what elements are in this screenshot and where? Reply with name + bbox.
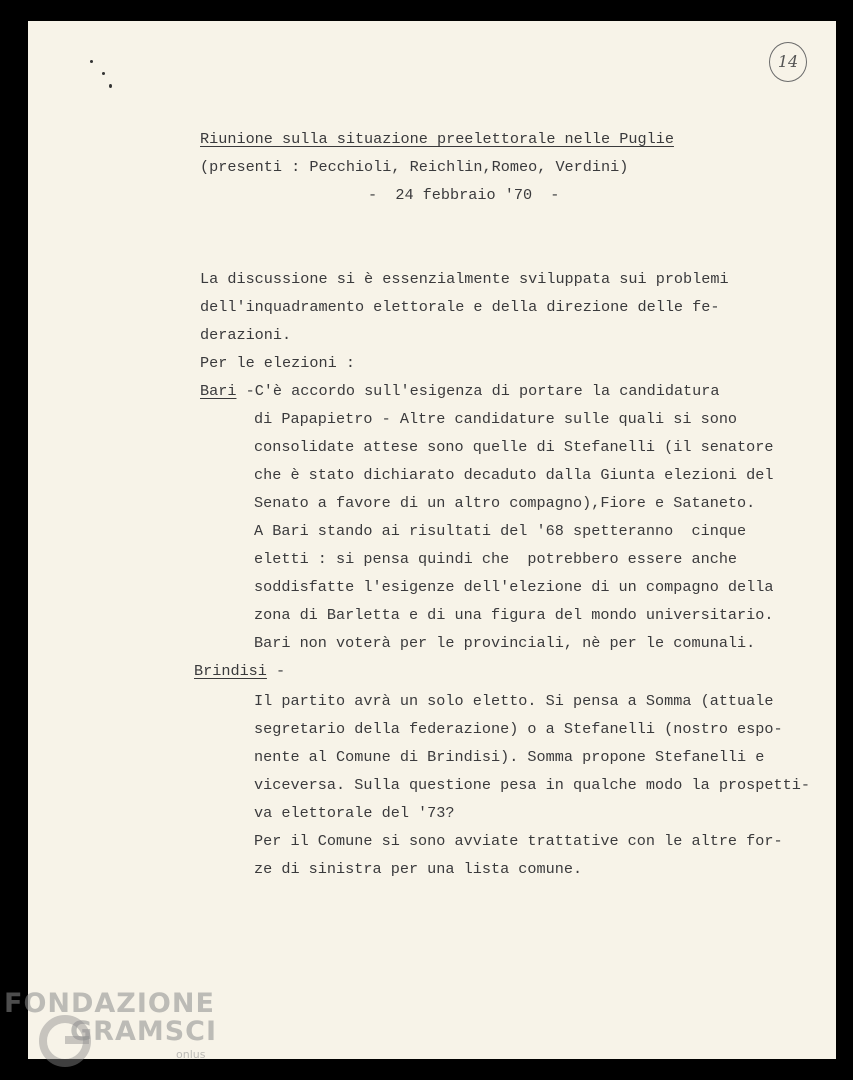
brindisi-line: nente al Comune di Brindisi). Somma propone Stefanelli e	[254, 748, 765, 766]
intro-line: dell'inquadramento elettorale e della direzione delle fe-	[200, 298, 720, 316]
fondazione-gramsci-watermark	[4, 988, 218, 1078]
bari-first-line	[200, 381, 720, 401]
attendees-line: (presenti : Pecchioli, Reichlin,Romeo, Verdini)	[200, 158, 629, 176]
document-title: Riunione sulla situazione preelettorale nelle Puglie	[200, 130, 674, 148]
brindisi-line: Il partito avrà un solo eletto. Si pensa a Somma (attuale	[254, 692, 774, 710]
bari-line: soddisfatte l'esigenze dell'elezione di un compagno della	[254, 578, 774, 596]
bari-line: che è stato dichiarato decaduto dalla Giunta elezioni del	[254, 466, 774, 484]
brindisi-heading-dash: -	[266, 662, 286, 680]
intro-line: La discussione si è essenzialmente sviluppata sui problemi	[200, 270, 729, 288]
brindisi-line: viceversa. Sulla questione pesa in qualche modo la prospetti-	[254, 776, 810, 794]
brindisi-line: Per il Comune si sono avviate trattative con le altre for-	[254, 832, 783, 850]
brindisi-heading-line	[194, 661, 285, 681]
brindisi-line: va elettorale del '73?	[254, 804, 455, 822]
bari-line: di Papapietro - Altre candidature sulle quali si sono	[254, 410, 738, 428]
brindisi-line: ze di sinistra per una lista comune.	[254, 860, 583, 878]
bari-line: zona di Barletta e di una figura del mondo universitario.	[254, 606, 774, 624]
staple-mark	[102, 72, 105, 75]
bari-line: Bari non voterà per le provinciali, nè per le comunali.	[254, 634, 756, 652]
bari-line: consolidate attese sono quelle di Stefanelli (il senatore	[254, 438, 774, 456]
intro-line: derazioni.	[200, 326, 292, 344]
brindisi-heading: Brindisi	[194, 662, 267, 680]
handwritten-page-number: 14	[769, 42, 807, 82]
bari-line: eletti : si pensa quindi che potrebbero essere anche	[254, 550, 738, 568]
bari-line: Senato a favore di un altro compagno),Fiore e Sataneto.	[254, 494, 756, 512]
intro-line: Per le elezioni :	[200, 354, 355, 372]
document-date: - 24 febbraio '70 -	[368, 186, 560, 204]
document-page	[28, 21, 836, 1059]
watermark-line-3: onlus	[176, 1048, 206, 1061]
watermark-line-1: FONDAZIONE	[4, 988, 215, 1019]
staple-mark	[90, 60, 93, 63]
watermark-line-2: GRAMSCI	[70, 1016, 218, 1047]
brindisi-line: segretario della federazione) o a Stefanelli (nostro espo-	[254, 720, 783, 738]
bari-heading: Bari	[200, 382, 237, 400]
staple-mark	[109, 84, 112, 88]
bari-first-line-text: -C'è accordo sull'esigenza di portare la candidatura	[236, 382, 720, 400]
bari-line: A Bari stando ai risultati del '68 spetteranno cinque	[254, 522, 747, 540]
